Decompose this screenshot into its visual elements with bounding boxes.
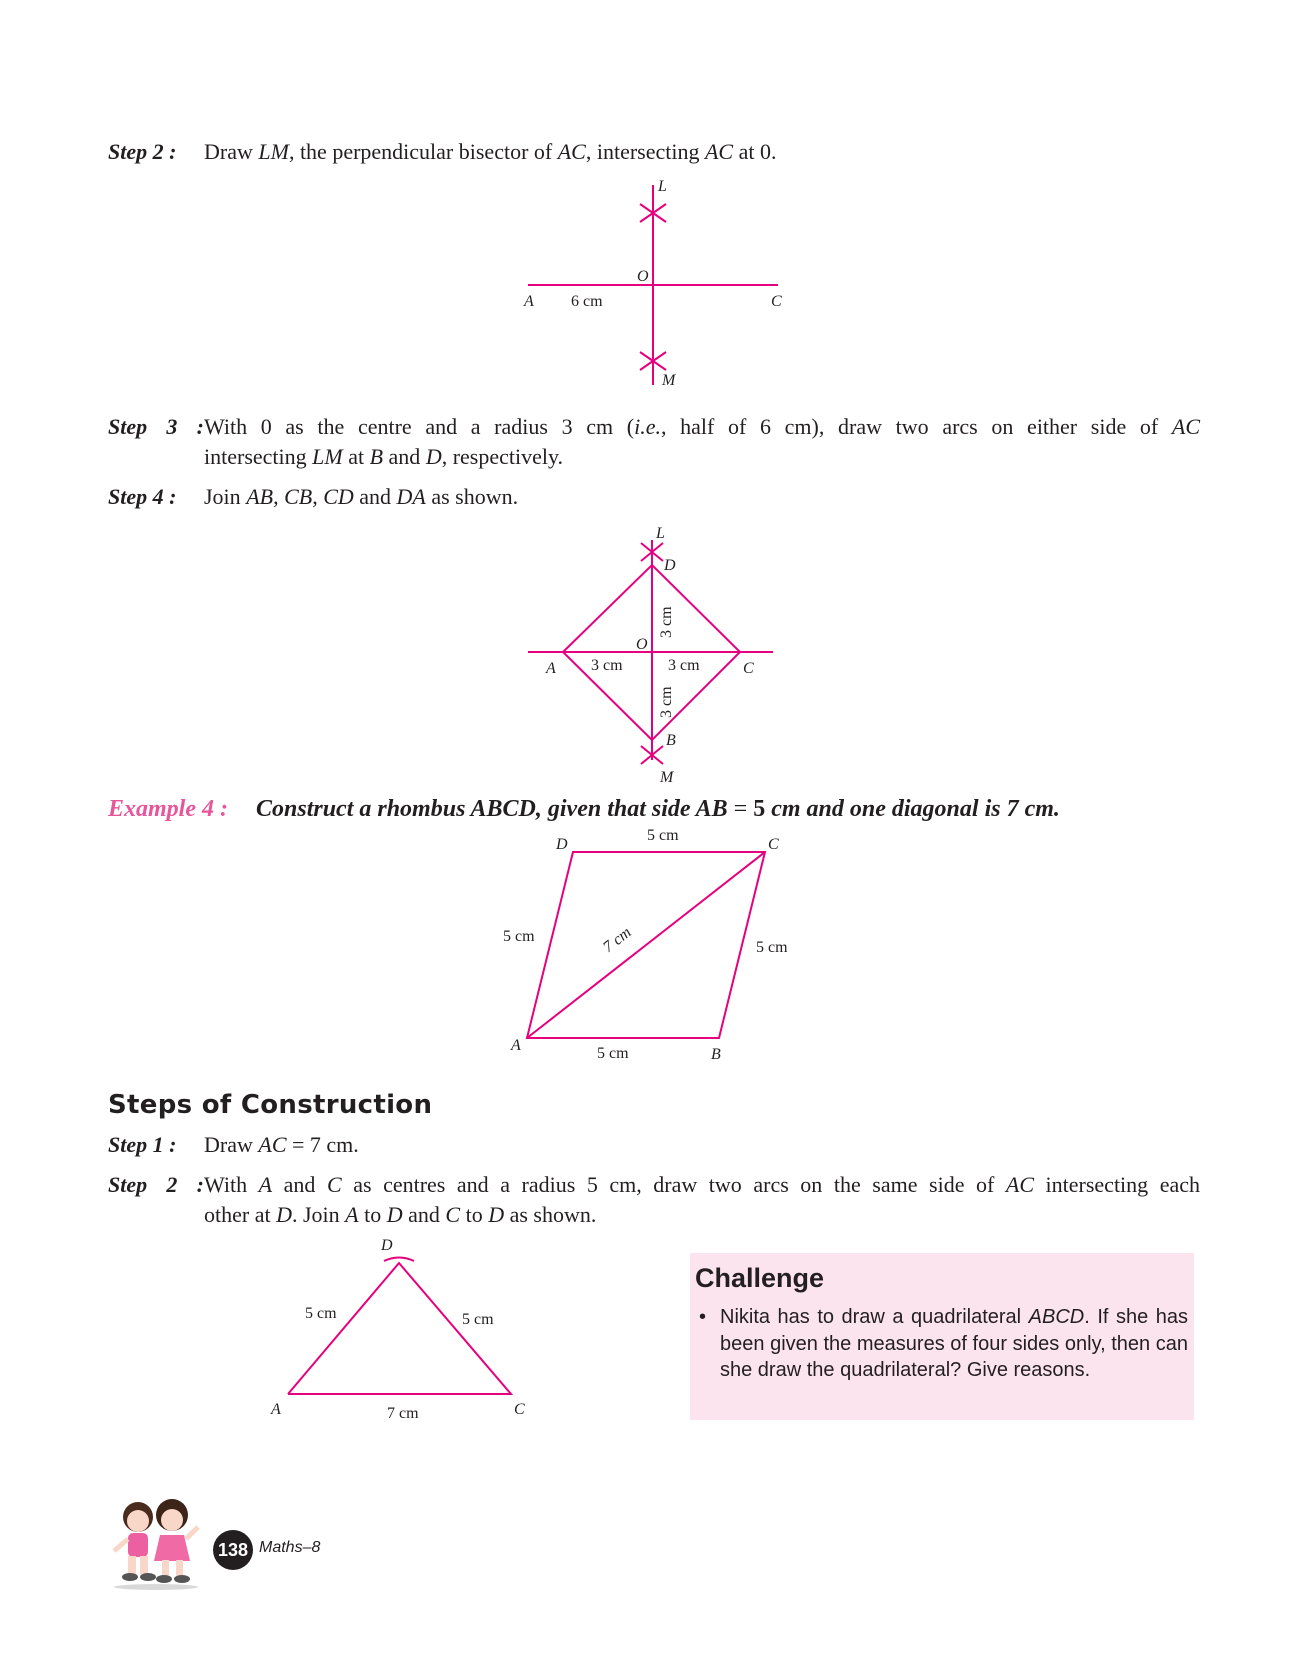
kids-mascot-illustration [106,1495,206,1590]
label-ob: 3 cm [658,686,675,718]
rhombus-abcd [527,852,765,1038]
page-number: 138 [213,1530,253,1570]
construction-step-2: Step 2 :With A and C as centres and a radius 5 cm, draw two arcs on the same side of AC intersecting each other at D. Join A to D and C to D as shown. [108,1172,1201,1227]
step-label: Step 2 : [108,1172,204,1197]
example-4 [108,796,1060,823]
label-ao: 3 cm [591,657,623,674]
label-o: O [636,636,648,653]
arc-mark-top [640,204,666,222]
step-label: Step 4 : [108,484,177,509]
label-bc: 5 cm [756,939,788,956]
label-ac: 7 cm [387,1405,419,1422]
label-ad: 5 cm [503,928,535,945]
section-heading: Steps of Construction [108,1090,433,1120]
label-c: C [771,293,782,310]
label-a: A [271,1401,281,1418]
triangle-acd [288,1263,511,1394]
label-m: M [660,769,674,786]
arc-mark-bottom [640,352,666,370]
label-b: B [666,732,676,749]
label-ab: 5 cm [597,1045,629,1062]
label-c: C [743,660,754,677]
step-label: Step 1 : [108,1132,177,1157]
label-d: D [381,1237,393,1254]
label-d: D [556,836,568,853]
step-2-bisector [108,137,777,167]
label-a: A [524,293,534,310]
label-6cm: 6 cm [571,293,603,310]
step-label: Step 2 : [108,139,177,164]
label-c: C [768,836,779,853]
step-3-arcs: Step 3 :With 0 as the centre and a radius 3 cm (i.e., half of 6 cm), draw two arcs on either side of AC intersecting LM at B and D, respectively. [108,414,1200,469]
arc-mark-bottom [641,746,663,764]
label-l: L [656,525,665,542]
label-a: A [511,1037,521,1054]
step-4-join: Step 4 : Join AB, CB, CD and DA as shown. [108,482,518,512]
book-title: Maths–8 [259,1539,321,1556]
diagonal-ac [527,852,765,1038]
label-o: O [637,268,649,285]
label-m: M [662,372,676,389]
example-text: Construct a rhombus ABCD, given that side AB = 5 cm and one diagonal is 7 cm. [256,796,1060,822]
label-ad: 5 cm [305,1305,337,1322]
label-a: A [546,660,556,677]
label-c: C [514,1401,525,1418]
step-text: Draw LM, the perpendicular bisector of AC, intersecting AC at 0. [204,139,777,164]
label-dc: 5 cm [647,827,679,844]
label-od: 3 cm [658,606,675,638]
step-label: Step 3 : [108,414,204,439]
challenge-question: • Nikita has to draw a quadrilateral ABCD. If she has been given the measures of four sides only, then can she draw the quadrilateral? Give reasons. [699,1306,1188,1381]
square-abcd [563,565,740,740]
arc-mark-top [641,543,663,561]
label-b: B [711,1046,721,1063]
label-l: L [658,178,667,195]
label-ac: 7 cm [599,923,635,957]
arc-mark-d [384,1258,414,1262]
challenge-title: Challenge [695,1263,825,1293]
construction-step-1: Step 1 : Draw AC = 7 cm. [108,1130,359,1160]
label-d: D [664,557,676,574]
bullet-icon: • [699,1306,707,1328]
example-label: Example 4 : [108,796,228,822]
label-oc: 3 cm [668,657,700,674]
label-cd: 5 cm [462,1311,494,1328]
challenge-box [690,1253,1194,1420]
